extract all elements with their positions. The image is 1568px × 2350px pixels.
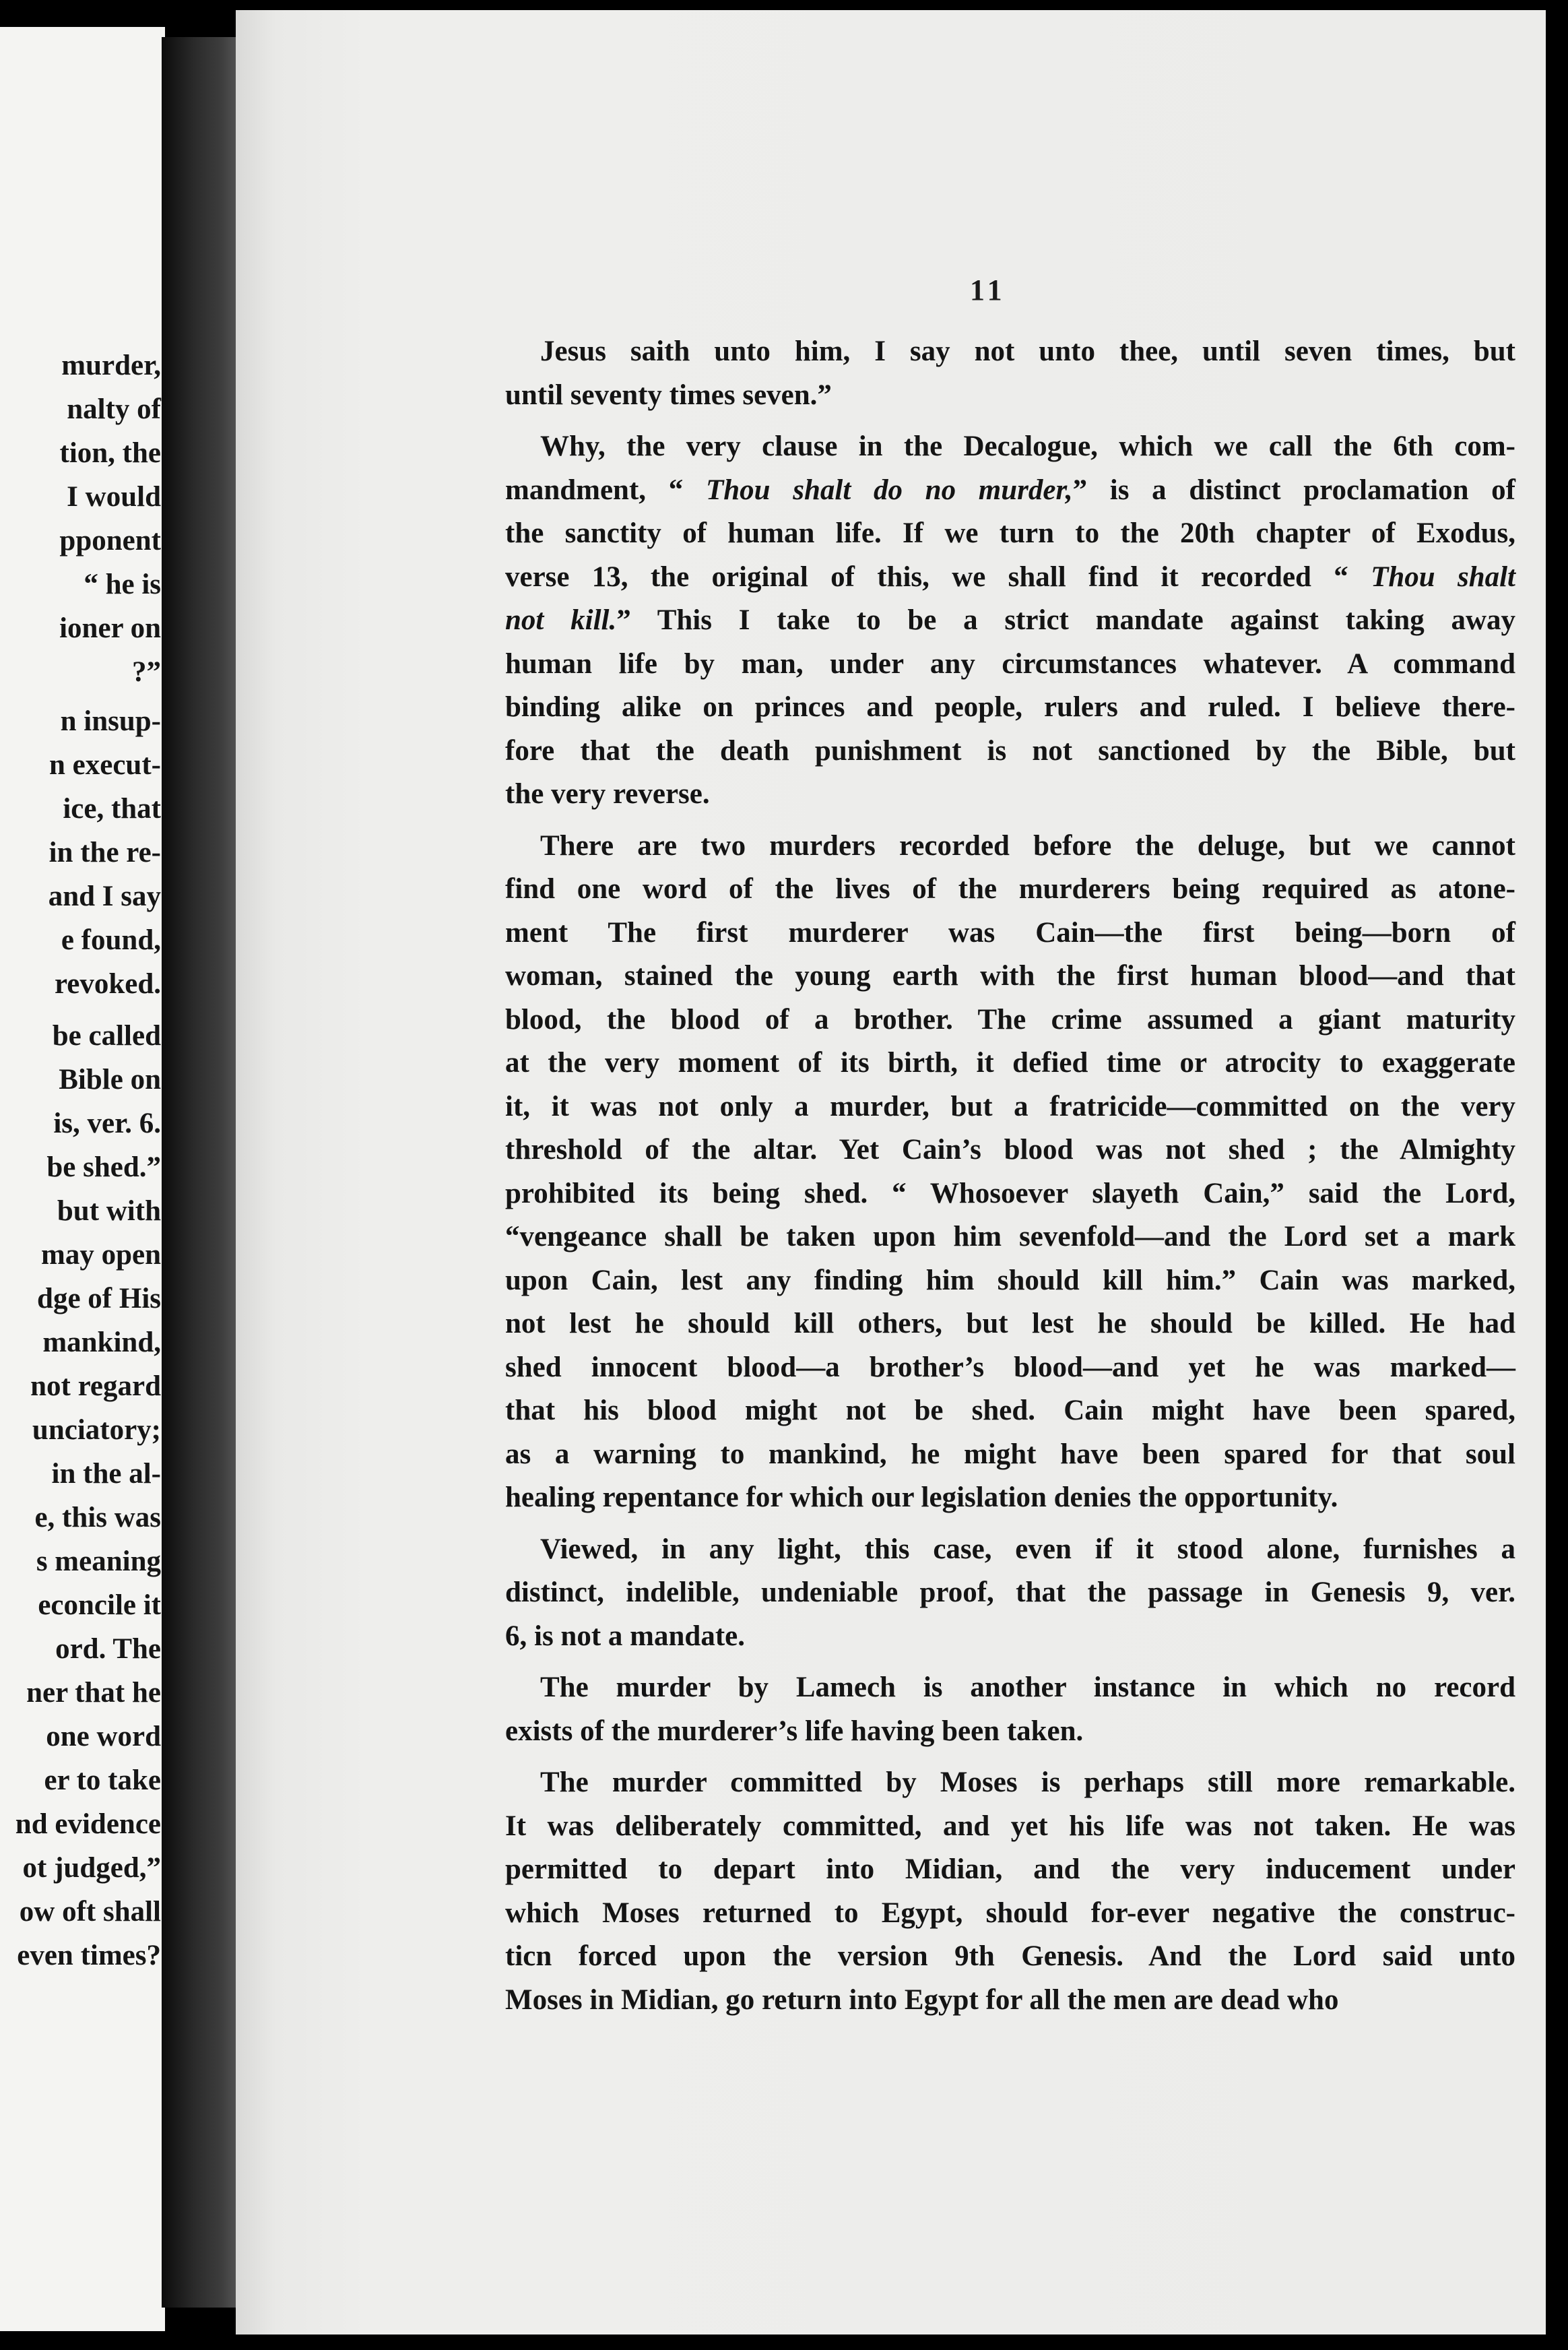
text-run: There are two murders recorded before the deluge, but we cannot	[540, 829, 1515, 862]
text-line	[505, 1710, 1515, 1754]
text-line	[505, 1761, 1515, 1805]
text-run: as a warning to mankind, he might have been spared for that soul	[505, 1438, 1515, 1470]
text-run: at the very moment of its birth, it defied time or atrocity to exaggerate	[505, 1047, 1515, 1079]
text-line	[505, 1085, 1515, 1129]
text-line	[505, 998, 1515, 1042]
text-line	[505, 1129, 1515, 1172]
text-run: Jesus saith unto him, I say not unto thee, until seven times, but	[540, 336, 1515, 367]
left-page-line: ner that he	[26, 1677, 161, 1709]
text-line	[505, 1571, 1515, 1615]
text-line	[505, 643, 1515, 687]
text-run: ” is a distinct proclamation of	[1072, 474, 1516, 506]
paragraph	[505, 330, 1515, 417]
text-line	[505, 1389, 1515, 1433]
text-line	[505, 955, 1515, 998]
text-line	[505, 1848, 1515, 1892]
text-run: it, it was not only a murder, but a fratricide—committed on the very	[505, 1090, 1515, 1122]
left-page-line: er to take	[44, 1765, 161, 1796]
text-run: The murder committed by Moses is perhaps still more remarkable.	[540, 1767, 1515, 1798]
text-run: prohibited its being shed. “ Whosoever slayeth Cain,” said the Lord,	[505, 1177, 1515, 1209]
page-number: 11	[970, 274, 1006, 307]
left-page-text	[0, 344, 161, 1977]
left-page-line: pponent	[59, 525, 161, 557]
left-page-line: murder,	[61, 350, 161, 381]
paragraph	[505, 825, 1515, 1520]
left-page-line: ord. The	[55, 1633, 161, 1665]
left-page-line: may open	[41, 1239, 161, 1271]
left-page-line: “ he is	[84, 569, 161, 600]
text-run: human life by man, under any circumstances whatever. A command	[505, 647, 1515, 680]
left-page-line: s meaning	[36, 1546, 161, 1577]
left-page-line: unciatory;	[32, 1414, 161, 1446]
left-page-fragment	[0, 27, 165, 2331]
text-run: binding alike on princes and people, rulers and ruled. I believe there-	[505, 691, 1515, 723]
left-page-line: nalty of	[67, 393, 161, 425]
text-run: woman, stained the young earth with the first human blood—and that	[505, 960, 1515, 992]
left-page-line: but with	[57, 1195, 161, 1227]
left-page-line: dge of His	[37, 1283, 161, 1314]
left-page-line: be called	[52, 1020, 161, 1052]
text-line	[505, 425, 1515, 469]
text-run: ” This I take to be a strict mandate against taking away	[616, 604, 1516, 636]
text-line	[505, 868, 1515, 912]
text-run: exists of the murderer’s life having been taken.	[505, 1715, 1084, 1747]
left-page-line: I would	[67, 481, 161, 513]
text-line	[505, 512, 1515, 556]
text-line	[505, 556, 1515, 600]
left-page-line: e found,	[61, 924, 161, 956]
text-line	[505, 1476, 1515, 1520]
text-run: distinct, indelible, undeniable proof, that the passage in Genesis 9, ver.	[505, 1577, 1515, 1608]
left-page-line: e, this was	[34, 1502, 161, 1533]
text-run: the very reverse.	[505, 778, 710, 810]
left-page-line: ioner on	[59, 612, 161, 644]
text-run: which Moses returned to Egypt, should for-ever negative the construc-	[505, 1897, 1515, 1929]
main-page	[236, 10, 1546, 2335]
left-page-line: even times?	[17, 1940, 161, 1971]
text-run: shed innocent blood—a brother’s blood—and yet he was marked—	[505, 1351, 1515, 1383]
italic-quote: Thou shalt	[1371, 561, 1516, 593]
left-page-line: Bible on	[59, 1064, 161, 1095]
left-page-line: in the al-	[51, 1458, 161, 1490]
text-run: Moses in Midian, go return into Egypt for all the men are dead who	[505, 1983, 1339, 2016]
paragraph	[505, 425, 1515, 817]
italic-quote: not kill.	[505, 604, 617, 636]
text-run: upon Cain, lest any finding him should kill him.” Cain was marked,	[505, 1264, 1515, 1296]
text-line	[505, 825, 1515, 868]
text-run: healing repentance for which our legislation denies the opportunity.	[505, 1482, 1338, 1513]
paragraph	[505, 1528, 1515, 1659]
italic-quote: Thou shalt do no murder,	[705, 474, 1073, 506]
text-run: ment The first murderer was Cain—the first being—born of	[505, 916, 1515, 949]
text-run: find one word of the lives of the murderers being required as atone-	[505, 873, 1515, 905]
left-page-line: is, ver. 6.	[53, 1108, 161, 1139]
text-line	[505, 1215, 1515, 1259]
text-run: ticn forced upon the version 9th Genesis. And the Lord said unto	[505, 1940, 1515, 1972]
text-line	[505, 1979, 1515, 2023]
text-run: threshold of the altar. Yet Cain’s blood was not shed ; the Almighty	[505, 1134, 1515, 1166]
text-line	[505, 912, 1515, 955]
text-line	[505, 374, 1515, 418]
left-page-line: revoked.	[54, 968, 161, 1000]
text-run: Why, the very clause in the Decalogue, which we call the 6th com-	[540, 431, 1515, 462]
left-page-line: tion, the	[59, 437, 161, 469]
text-line	[505, 1172, 1515, 1216]
left-page-line: one word	[46, 1721, 161, 1752]
text-line	[505, 1805, 1515, 1849]
text-run: fore that the death punishment is not sanctioned by the Bible, but	[505, 734, 1515, 767]
text-line	[505, 1935, 1515, 1979]
text-run: permitted to depart into Midian, and the very inducement under	[505, 1853, 1515, 1885]
left-page-line: and I say	[48, 881, 161, 912]
text-line	[505, 1433, 1515, 1477]
text-line	[505, 686, 1515, 730]
text-line	[505, 730, 1515, 773]
text-run: mandment, “	[505, 474, 706, 506]
left-page-line: not regard	[30, 1370, 161, 1402]
text-run: the sanctity of human life. If we turn to the 20th chapter of Exodus,	[505, 517, 1515, 549]
left-page-line: n insup-	[60, 705, 161, 737]
left-page-line: be shed.”	[46, 1151, 161, 1183]
left-page-line: ow oft shall	[19, 1896, 161, 1928]
text-line	[505, 1302, 1515, 1346]
left-page-line: n execut-	[49, 749, 161, 781]
left-page-line: nd evidence	[15, 1808, 161, 1840]
left-page-line: in the re-	[48, 837, 161, 868]
left-page-line: econcile it	[38, 1589, 161, 1621]
body-text	[505, 330, 1515, 2022]
text-run: “vengeance shall be taken upon him sevenfold—and the Lord set a mark	[505, 1221, 1515, 1252]
text-line	[505, 1259, 1515, 1303]
text-line	[505, 1666, 1515, 1710]
text-line	[505, 330, 1515, 374]
paragraph	[505, 1761, 1515, 2022]
text-run: not lest he should kill others, but lest he should be killed. He had	[505, 1308, 1515, 1339]
text-run: 6, is not a mandate.	[505, 1620, 745, 1652]
text-line	[505, 1528, 1515, 1572]
left-page-line: ?”	[132, 656, 161, 688]
text-line	[505, 773, 1515, 817]
text-line	[505, 1042, 1515, 1085]
left-page-line: mankind,	[42, 1327, 161, 1358]
text-line	[505, 469, 1515, 513]
text-run: It was deliberately committed, and yet his life was not taken. He was	[505, 1810, 1515, 1842]
text-run: The murder by Lamech is another instance in which no record	[540, 1672, 1515, 1703]
text-line	[505, 1892, 1515, 1936]
paragraph	[505, 1666, 1515, 1753]
text-run: verse 13, the original of this, we shall find it recorded “	[505, 561, 1371, 593]
text-run: that his blood might not be shed. Cain might have been spared,	[505, 1395, 1515, 1426]
text-run: blood, the blood of a brother. The crime assumed a giant maturity	[505, 1003, 1515, 1036]
left-page-line: ice, that	[63, 793, 161, 825]
text-line	[505, 599, 1515, 643]
left-page-line: ot judged,”	[22, 1852, 161, 1884]
text-run: until seventy times seven.”	[505, 379, 832, 411]
text-line	[505, 1346, 1515, 1390]
text-run: Viewed, in any light, this case, even if it stood alone, furnishes a	[540, 1533, 1515, 1565]
text-line	[505, 1615, 1515, 1659]
